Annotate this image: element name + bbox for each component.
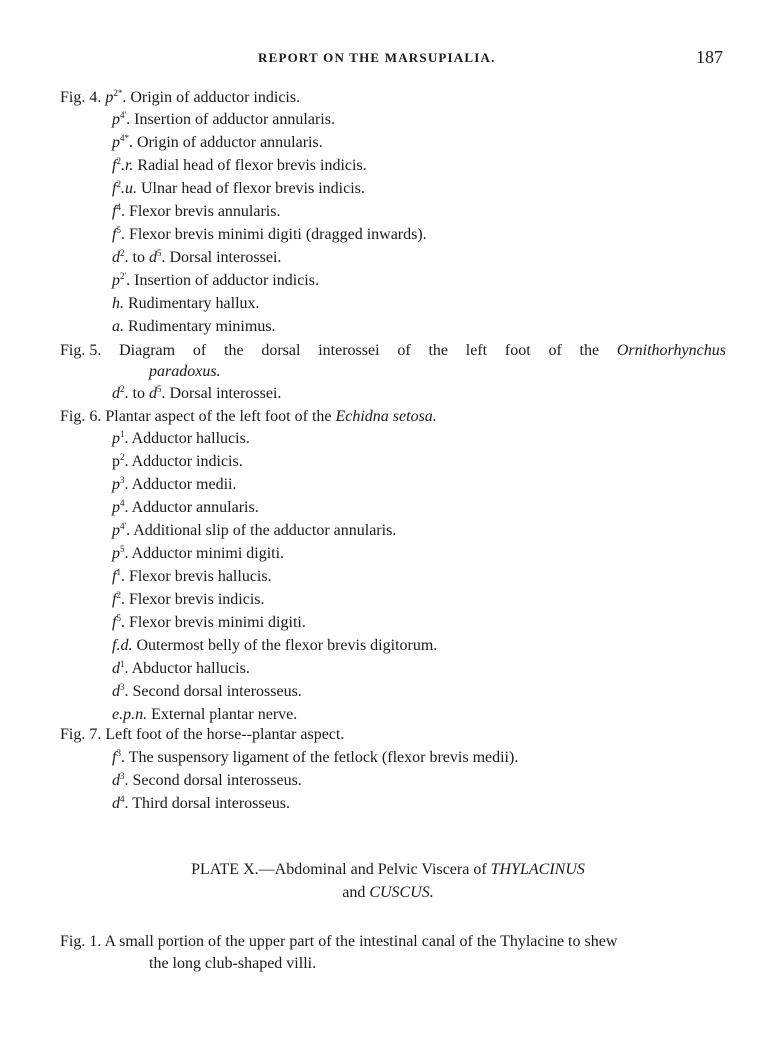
fig6-caption-italic: Echidna setosa. xyxy=(335,408,437,425)
caption-word: interossei xyxy=(318,342,380,359)
entry-symbol: p xyxy=(112,522,120,539)
entry-sup-b: 5 xyxy=(156,248,162,258)
fig4-entry-1 xyxy=(112,110,335,130)
plate-fig1-caption xyxy=(60,932,617,952)
fig6-entry-6 xyxy=(112,567,272,587)
entry-symbol: p xyxy=(112,545,120,562)
fig4-entry-8 xyxy=(112,271,319,291)
caption-word: dorsal xyxy=(261,342,301,359)
entry-text: . Second dorsal interosseus. xyxy=(124,772,302,789)
fig4-entry-6 xyxy=(112,225,427,245)
fig6-entry-12 xyxy=(112,705,297,725)
entry-text: Rudimentary minimus. xyxy=(124,318,276,335)
fig4-entry-3 xyxy=(112,156,367,176)
entry-sup: 2 xyxy=(116,179,121,189)
entry-sup: 1 xyxy=(116,567,121,577)
plate-heading-text: and xyxy=(342,884,370,901)
plate-fig1-text: A small portion of the upper part of the intestinal canal of the Thylacine to shew xyxy=(104,933,618,950)
entry-symbol: f xyxy=(112,203,117,220)
entry-symbol: p xyxy=(112,430,120,447)
entry-symbol: d xyxy=(112,772,120,789)
caption-word: foot xyxy=(504,342,531,359)
entry-text: Rudimentary hallux. xyxy=(124,295,260,312)
entry-symbol-b: d xyxy=(148,249,157,266)
caption-word: left xyxy=(465,342,488,359)
fig6-caption-text: Plantar aspect of the left foot of the xyxy=(105,408,336,425)
fig6-entry-3 xyxy=(112,498,259,518)
entry-sup: 2* xyxy=(113,88,123,98)
fig6-entry-0 xyxy=(112,429,250,449)
entry-symbol: f xyxy=(112,591,117,608)
fig6-entry-9 xyxy=(112,636,437,656)
entry-text: . Flexor brevis annularis. xyxy=(120,203,281,220)
caption-word: Diagram xyxy=(119,342,176,359)
plate-heading-genus: THYLACINUS xyxy=(490,861,585,878)
entry-symbol: d xyxy=(112,660,120,677)
entry-sup: 3 xyxy=(116,748,121,758)
entry-symbol: p xyxy=(105,89,114,106)
fig6-entry-1 xyxy=(112,452,243,472)
caption-word: of xyxy=(397,342,411,359)
fig6-label: Fig. 6. xyxy=(60,408,102,425)
entry-sup: 2 xyxy=(120,384,125,394)
entry-text: . Adductor medii. xyxy=(124,476,237,493)
entry-sup-b: 5 xyxy=(156,384,162,394)
fig7-caption xyxy=(60,725,344,745)
entry-sup: 4' xyxy=(120,521,127,531)
plate-heading-line1 xyxy=(0,859,776,881)
entry-text: . Insertion of adductor annularis. xyxy=(126,111,335,128)
entry-symbol: f xyxy=(112,749,117,766)
entry-text: . Adductor hallucis. xyxy=(124,430,250,447)
entry-symbol: p xyxy=(112,453,120,470)
plate-fig1-text: the long club-shaped villi. xyxy=(149,955,317,972)
caption-word: of xyxy=(548,342,562,359)
fig6-entry-10 xyxy=(112,659,250,679)
fig5-caption xyxy=(60,341,726,361)
fig7-entry-0 xyxy=(112,748,518,768)
caption-word: the xyxy=(579,342,600,359)
entry-text: . Abductor hallucis. xyxy=(124,660,250,677)
caption-word: the xyxy=(224,342,244,359)
fig7-caption-text: Left foot of the horse--plantar aspect. xyxy=(105,726,345,743)
fig6-entry-5 xyxy=(112,544,284,564)
entry-text: . Origin of adductor annularis. xyxy=(129,134,323,151)
entry-symbol: p xyxy=(112,272,120,289)
fig6-entry-11 xyxy=(112,682,302,702)
plate-heading-text: PLATE X.—Abdominal and Pelvic Viscera of xyxy=(191,861,491,878)
fig4-entry-2 xyxy=(112,133,323,153)
fig7-entry-2 xyxy=(112,794,290,814)
entry-symbol: d xyxy=(112,249,120,266)
entry-symbol: p xyxy=(112,499,120,516)
fig5-label: Fig. 5. xyxy=(60,342,102,359)
entry-text: Ulnar head of flexor brevis indicis. xyxy=(136,180,365,197)
entry-symbol-b: d xyxy=(148,385,157,402)
entry-sup: 5 xyxy=(116,225,121,235)
plate-fig1-label: Fig. 1. xyxy=(60,933,102,950)
entry-sup: 5 xyxy=(120,544,125,554)
fig4-entry-0 xyxy=(60,88,300,108)
entry-symbol: f xyxy=(112,180,117,197)
entry-text: . Flexor brevis minimi digiti (dragged inwards). xyxy=(120,226,427,243)
plate-heading-genus: CUSCUS. xyxy=(369,884,434,901)
entry-text-b: . Dorsal interossei. xyxy=(161,249,282,266)
entry-symbol: f xyxy=(112,568,117,585)
caption-word: the xyxy=(428,342,448,359)
entry-sup: 2 xyxy=(120,452,125,462)
entry-sup: 3 xyxy=(120,475,125,485)
running-title: REPORT ON THE MARSUPIALIA. xyxy=(258,50,496,65)
fig4-entry-4 xyxy=(112,179,365,199)
entry-sup: 1 xyxy=(120,429,125,439)
fig6-caption xyxy=(60,407,437,427)
entry-text: . Insertion of adductor indicis. xyxy=(126,272,319,289)
plate-fig1-caption-cont xyxy=(149,954,316,974)
fig5-caption-cont xyxy=(149,362,221,382)
entry-symbol: f xyxy=(112,226,117,243)
entry-sup: 3 xyxy=(120,682,125,692)
page-number: 187 xyxy=(696,47,723,67)
entry-symbol: f.d. xyxy=(112,637,133,654)
entry-symbol: e.p.n. xyxy=(112,706,148,723)
entry-symbol: p xyxy=(112,134,120,151)
entry-symbol: d xyxy=(112,795,120,812)
entry-symbol-suffix: .r. xyxy=(120,157,134,174)
entry-text: . Flexor brevis indicis. xyxy=(120,591,265,608)
entry-text: . to xyxy=(124,249,149,266)
entry-sup: 3 xyxy=(120,771,125,781)
entry-text: Outermost belly of the flexor brevis digitorum. xyxy=(132,637,438,654)
fig5-species: paradoxus. xyxy=(149,363,221,380)
entry-text: . to xyxy=(124,385,149,402)
entry-text: . Adductor minimi digiti. xyxy=(124,545,285,562)
entry-text: . The suspensory ligament of the fetlock (flexor brevis medii). xyxy=(120,749,519,766)
entry-symbol: p xyxy=(112,111,120,128)
entry-sup: 1 xyxy=(120,659,125,669)
fig4-entry-7 xyxy=(112,248,281,268)
entry-symbol: d xyxy=(112,683,120,700)
entry-symbol: f xyxy=(112,157,117,174)
caption-word: of xyxy=(192,342,207,359)
entry-text-b: . Dorsal interossei. xyxy=(161,385,282,402)
fig4-label: Fig. 4. xyxy=(60,89,102,106)
entry-text: . Adductor indicis. xyxy=(124,453,243,470)
entry-sup: 4 xyxy=(120,498,125,508)
entry-symbol: p xyxy=(112,476,120,493)
fig5-entry xyxy=(112,384,281,404)
fig6-entry-8 xyxy=(112,613,306,633)
entry-sup: 2 xyxy=(120,248,125,258)
entry-text: . Flexor brevis minimi digiti. xyxy=(120,614,306,631)
entry-text: . Adductor annularis. xyxy=(124,499,259,516)
plate-heading-line2 xyxy=(0,882,776,904)
entry-text: . Flexor brevis hallucis. xyxy=(120,568,272,585)
fig6-entry-2 xyxy=(112,475,236,495)
entry-sup: 4 xyxy=(116,202,121,212)
entry-text: Radial head of flexor brevis indicis. xyxy=(133,157,367,174)
entry-symbol: d xyxy=(112,385,120,402)
entry-text: . Origin of adductor indicis. xyxy=(122,89,301,106)
entry-sup: 4 xyxy=(120,794,125,804)
fig6-entry-4 xyxy=(112,521,396,541)
entry-sup: 2' xyxy=(120,271,127,281)
fig4-entry-9 xyxy=(112,294,260,314)
fig4-entry-10 xyxy=(112,317,276,337)
entry-sup: 2 xyxy=(116,590,121,600)
entry-sup: 5 xyxy=(116,613,121,623)
entry-symbol: h. xyxy=(112,295,124,312)
entry-symbol: f xyxy=(112,614,117,631)
entry-text: . Second dorsal interosseus. xyxy=(124,683,302,700)
entry-sup: 4* xyxy=(120,133,129,143)
fig5-genus: Ornithorhynchus xyxy=(616,342,726,359)
entry-text: External plantar nerve. xyxy=(147,706,298,723)
fig6-entry-7 xyxy=(112,590,265,610)
entry-text: . Additional slip of the adductor annularis. xyxy=(126,522,397,539)
entry-sup: 2 xyxy=(116,156,121,166)
entry-text: . Third dorsal interosseus. xyxy=(124,795,290,812)
fig7-entry-1 xyxy=(112,771,302,791)
entry-symbol: a. xyxy=(112,318,124,335)
fig7-label: Fig. 7. xyxy=(60,726,102,743)
entry-symbol-suffix: .u. xyxy=(120,180,137,197)
fig4-entry-5 xyxy=(112,202,280,222)
entry-sup: 4' xyxy=(120,110,127,120)
